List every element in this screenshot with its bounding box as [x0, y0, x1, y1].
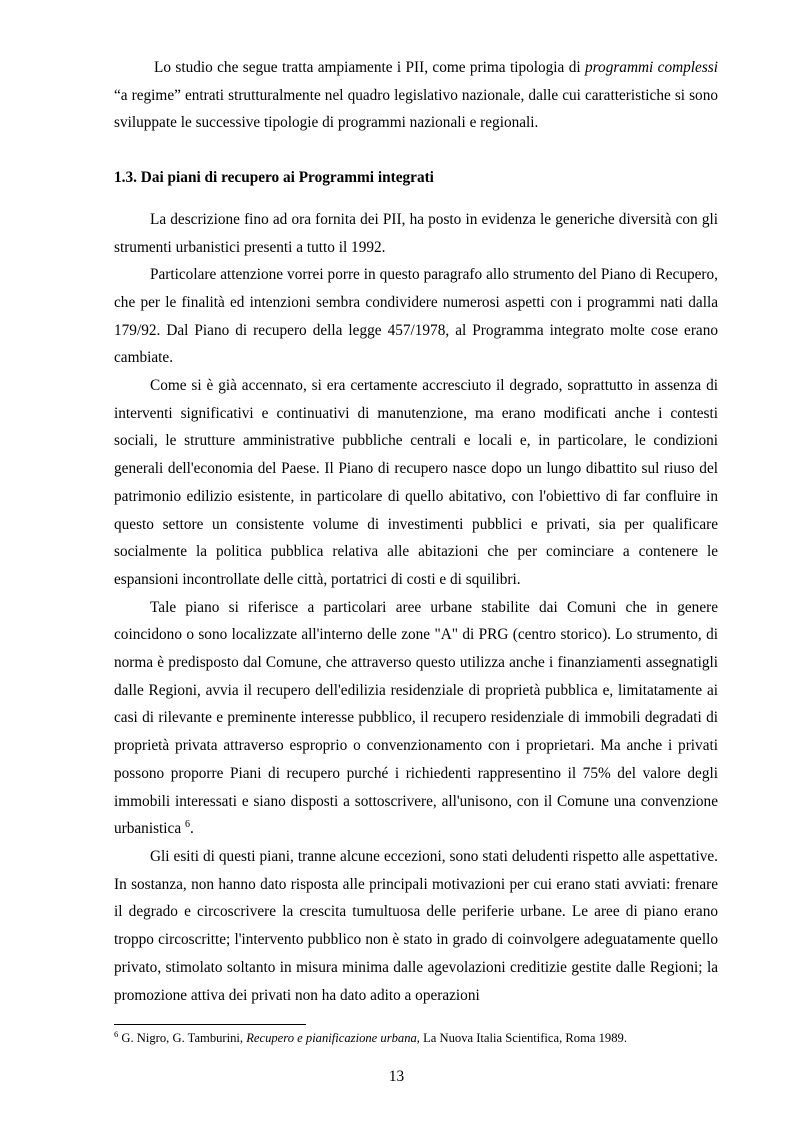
paragraph-3: Come si è già accennato, si era certamente accresciuto il degrado, soprattutto in assenza di interventi significativi e continuativi di manutenzione, ma erano modificati anche i contesti sociali, le strutture amministrative pubbliche centrali e locali e, in particolare, le condizioni generali dell'economia del Paese. Il Piano di recupero nasce dopo un lungo dibattito sul riuso del patrimonio edilizio esistente, in particolare di quello abitativo, con l'obiettivo di far confluire in questo settore un consistente volume di investimenti pubblici e privati, sia per qualificare socialmente la politica pubblica relativa alle abitazioni che per cominciare a contenere le espansioni incontrollate delle città, portatrici di costi e di squilibri.	[114, 377, 718, 588]
paragraph-4-end: .	[189, 820, 194, 838]
section-heading: 1.3. Dai piani di recupero ai Programmi integrati	[114, 169, 434, 187]
paragraph-4	[114, 594, 718, 843]
paragraph-4-text: Tale piano si riferisce a particolari aree urbane stabilite dai Comuni che in genere coincidono o sono localizzate all'interno delle zone "A" di PRG (centro storico). Lo strumento, di norma è predisposto dal Comune, che attraverso questo utilizza anche i finanziamenti assegnatigli dalle Regioni, avvia il recupero dell'edilizia residenziale di proprietà pubblica e, limitatamente ai casi di rilevante e preminente interesse pubblico, il recupero residenziale di immobili degradati di proprietà privata attraverso esproprio o convenzionamento con i proprietari. Ma anche i privati possono proporre Piani di recupero purché i richiedenti rappresentino il 75% del valore degli immobili interessati e siano disposti a sottoscrivere, all'unisono, con il Comune una convenzione urbanistica	[114, 598, 718, 838]
intro-italic: programmi complessi	[585, 59, 718, 76]
footnote-title: Recupero e pianificazione urbana,	[246, 1031, 420, 1045]
footnote-divider	[114, 1024, 306, 1025]
footnote	[114, 1030, 718, 1046]
intro-text-1: Lo studio che segue tratta ampiamente i PII, come prima tipologia di	[154, 59, 586, 76]
paragraph-5: Gli esiti di questi piani, tranne alcune eccezioni, sono stati deludenti rispetto alle aspettative. In sostanza, non hanno dato risposta alle principali motivazioni per cui erano stati avviati: frenare il degrado e circoscrivere la crescita tumultuosa delle periferie urbane. Le aree di piano erano troppo circoscritte; l'intervento pubblico non è stato in grado di coinvolgere adeguatamente quello privato, stimolato soltanto in misura minima dalle agevolazioni creditizie gestite dalle Regioni; la promozione attiva dei privati non ha dato adito a operazioni	[114, 847, 718, 1004]
footnote-number: 6	[114, 1029, 119, 1039]
paragraph-1: La descrizione fino ad ora fornita dei PII, ha posto in evidenza le generiche diversità con gli strumenti urbanistici presenti a tutto il 1992.	[114, 210, 718, 256]
footnote-publisher: La Nuova Italia Scientifica, Roma 1989.	[419, 1031, 627, 1045]
footnote-reference[interactable]: 6	[184, 819, 190, 831]
footnote-authors: G. Nigro, G. Tamburini,	[118, 1031, 247, 1045]
intro-text-2: “a regime” entrati strutturalmente nel quadro legislativo nazionale, dalle cui caratteristiche si sono sviluppate le successive tipologie di programmi nazionali e regionali.	[114, 86, 718, 132]
body-text	[114, 54, 718, 1009]
intro-paragraph	[114, 54, 718, 137]
paragraph-2: Particolare attenzione vorrei porre in questo paragrafo allo strumento del Piano di Recupero, che per le finalità ed intenzioni sembra condividere numerosi aspetti con i programmi nati dalla 179/92. Dal Piano di recupero della legge 457/1978, al Programma integrato molte cose erano cambiate.	[114, 266, 718, 367]
page-number: 13	[388, 1068, 405, 1085]
